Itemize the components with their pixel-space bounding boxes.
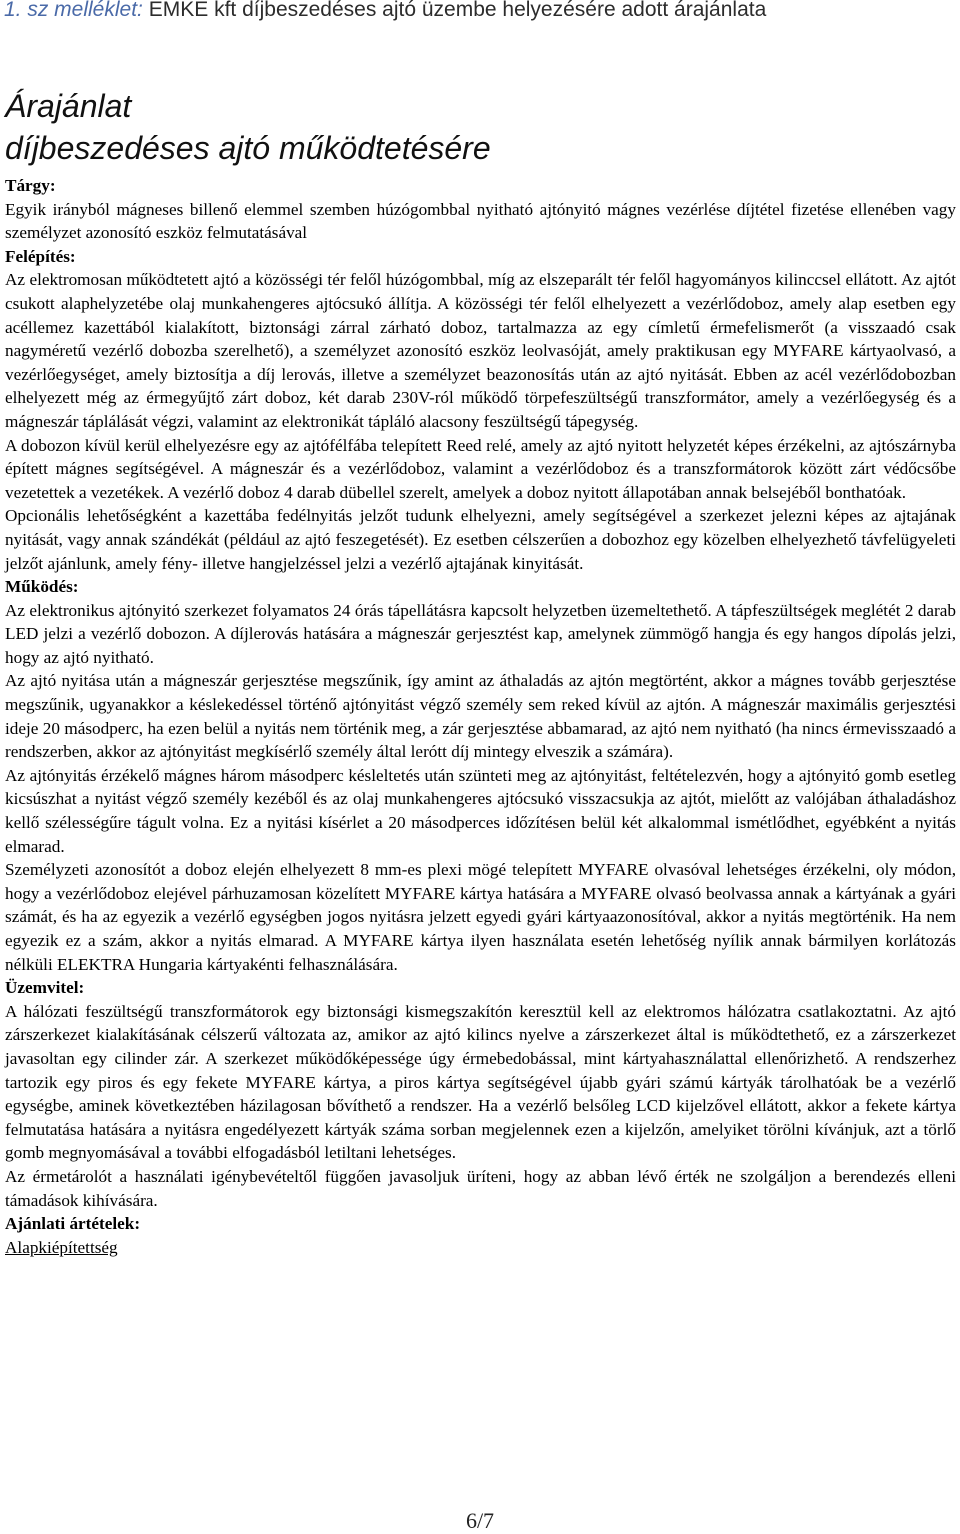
subject-text: Egyik irányból mágneses billenő elemmel szemben húzógombbal nyitható ajtónyitó mágnes vezérlése díjtétel fizetése ellenében vagy személyzet azonosító eszköz felmutatásával — [5, 199, 956, 243]
operation-paragraph-1: Az elektronikus ajtónyitó szerkezet folyamatos 24 órás tápellátásra kapcsolt helyzetben üzemeltethető. A tápfeszültségek meglétét 2 darab LED jelzi a vezérlő dobozon. A díjlerovás hatására a mágneszár gerjesztést kap, amelynek zümmögő hangja és egy hangos dípolás jelzi, hogy az ajtó nyitható. — [5, 600, 956, 667]
maintenance-heading: Üzemvitel: — [5, 978, 85, 998]
construction-paragraph-3: Opcionális lehetőségként a kazettába fedélnyitás jelzőt tudunk elhelyezni, amely segítségével a szerkezet jelezni képes az ajtajának nyitását, vagy annak szándékát (például az ajtó feszegetését). Ez esetben célszerűen a dobozhoz egy közelben elhelyezhető távfelügyeleti jelzőt ajánlunk, amely fény- illetve hangjelzéssel jelzi a vezérlő ajtajának kinyitását. — [5, 506, 956, 573]
operation-paragraph-2: Az ajtó nyitása után a mágneszár gerjesztése megszűnik, így amint az áthaladás az ajtón megtörtént, akkor a mágnes tovább gerjesztése megszűnik, ugyanakkor a késlekedéssel történő ajtónyitást végző személy sem reked kívül az ajtón. A mágneszár maximális gerjesztési ideje 20 másodperc, ha ezen belül a nyitás nem történik meg, a zár gerjesztése abbamarad, az ajtó nem nyitható (ha nincs érmevisszaadó a rendszerben, akkor az ajtónyitást megkísérlő személy által lerótt díj mintegy elveszik a számára). — [5, 671, 956, 762]
page-header — [4, 0, 954, 22]
operation-paragraph-4: Személyzeti azonosítót a doboz elején elhelyezett 8 mm-es plexi mögé telepített MYFARE olvasóval lehetséges érzékelni, oly módon, hogy a vezérlődoboz elejével párhuzamosan közelített MYFARE kártya hatására a MYFARE olvasó beolvassa annak a kártyának a gyári számát, és ha az egyezik a vezérlő egységben jogos nyitásra jelzett egyedi gyári kártyaazonosítóval, akkor a nyitás megtörténik. Ha nem egyezik ez a szám, akkor a nyitás elmarad. A MYFARE kártya ilyen használata esetén lehetőség nyílik annak bármilyen korlátozás nélküli ELEKTRA Hungaria kártyakénti felhasználására. — [5, 860, 956, 974]
maintenance-paragraph-1: A hálózati feszültségű transzformátorok egy biztonsági kismegszakítón keresztül kell az elektromos hálózatra csatlakoztatni. Az ajtó zárszerkezet kialakításának célszerű változata az, amikor az ajtó kilincs nyelve a zárszerkezet által is működtethető, ez a zárszerkezet javasoltan egy cilinder zár. A szerkezet működőképessége úgy érmebedobással, mint kártyahasználattal ellenőrizhető. A rendszerhez tartozik egy piros és egy fekete MYFARE kártya, a piros kártya segítségével újabb gyári számú kártyák tárolhatóak be a vezérlő egységbe, aminek következtében házilagosan bővíthető a rendszer. Ha a vezérlő belsőleg LCD kijelzővel ellátott, akkor a fekete kártya felmutatása hatására a nyitásra engedélyezett kártyák száma sorban megjelennek ezen a kijelzőn, amelyiket törölni kívánjuk, azt a törlő gomb megnyomásával a további elfogadásból letiltani lehetséges. — [5, 1001, 956, 1163]
construction-heading: Felépítés: — [5, 246, 76, 266]
annex-separator: : — [137, 0, 143, 21]
maintenance-paragraph-2: Az érmetárolót a használati igénybevételtől függően javasoljuk üríteni, hogy az abban lévő érték ne szolgáljon a berendezés elleni támadások kihívására. — [5, 1166, 956, 1210]
subject-heading: Tárgy: — [5, 176, 56, 195]
construction-paragraph-2: A dobozon kívül kerül elhelyezésre egy az ajtófélfába telepített Reed relé, amely az ajtó nyitott helyzetét képes érzékelni, az ajtószárnyba épített mágnes segítségével. A mágneszár és a vezérlődoboz, valamint a vezérlődoboz és a transzformátorok között zárt védőcsőbe vezetettek a vezetékek. A vezérlő doboz 4 darab dübellel szerelt, amelyek a doboz nyitott állapotában annak belsejéből bonthatóak. — [5, 435, 956, 502]
main-title-line-1: Árajánlat — [5, 88, 132, 124]
operation-heading: Működés: — [5, 577, 79, 597]
offer-heading: Ajánlati ártételek: — [5, 1214, 141, 1234]
base-configuration-link[interactable]: Alapkiépítettség — [5, 1237, 118, 1257]
page-number: 6/7 — [465, 1508, 495, 1533]
construction-paragraph-1: Az elektromosan működtetett ajtó a közösségi tér felől húzógombbal, míg az elszeparált tér felől hagyományos kilinccsel ellátott. Az ajtót csukott alaphelyzetébe olaj munkahengeres ajtócsukó állítja. A közösségi tér felől elhelyezett a vezérlődoboz, amely alap esetben egy acéllemez kazettából kialakított, biztonsági zárral zárható doboz, tartalmazza az egy címletű érmefelismerőt (a visszaadó csak nagyméretű vezérlő dobozba szerelhető), a személyzet azonosító eszköz leolvasóját, amely praktikusan egy MYFARE kártyaolvasó, a vezérlőegységet, amely biztosítja a díj lerovás, illetve a személyzet beazonosítás után az ajtó nyitását. Ebben az acél vezérlődobozban elhelyezett még az érmegyűjtő zárt doboz, két darab 230V-ról működő törpefeszültségű transzformátor, amely a vezérlőegység és a mágneszár táplálását végzi, valamint az elektronikát tápláló alacsony feszültségű tápegység. — [5, 270, 956, 431]
operation-paragraph-3: Az ajtónyitás érzékelő mágnes három másodperc késleltetés után szünteti meg az ajtónyitást, feltételezvén, hogy a ajtónyitó gomb esetleg kicsúszhat a nyitást végző személy kezéből és az olaj munkahengeres ajtócsukó visszacsukja az ajtót, mielőtt az valójában áthaladáshoz kellő szélességűre tágult volna. Ez a nyitási kísérlet a 20 másodperces időzítésen belül két alkalommal ismétlődhet, egyébként a nyitás elmarad. — [5, 765, 956, 856]
document-title: EMKE kft díjbeszedéses ajtó üzembe helyezésére adott árajánlata — [148, 0, 767, 21]
annex-label: 1. sz melléklet — [4, 0, 138, 21]
main-title — [5, 85, 955, 169]
document-body — [5, 174, 956, 1259]
main-title-line-2: díjbeszedéses ajtó működtetésére — [5, 130, 491, 166]
